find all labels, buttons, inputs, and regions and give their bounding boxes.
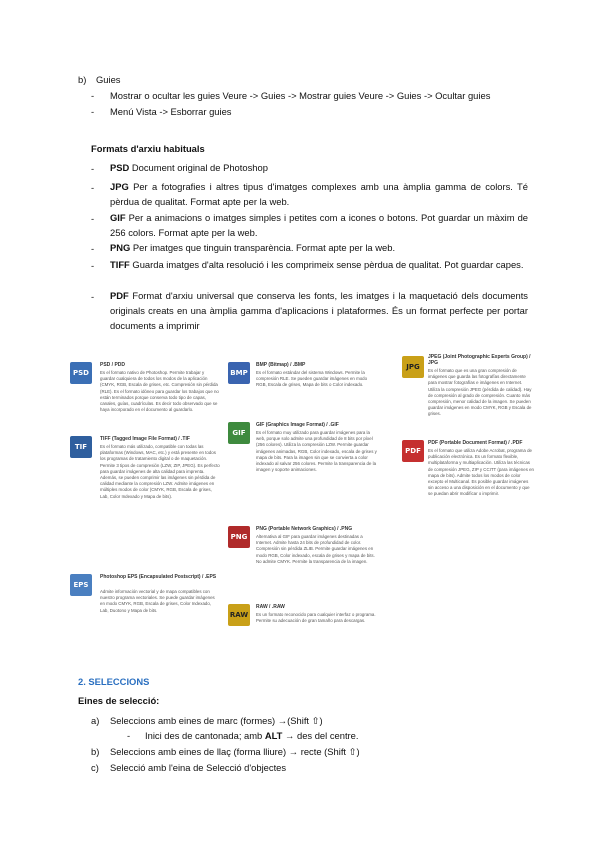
format-text: Format d'arxiu universal que conserva les fonts, les imatges i la maquetació dels documents originals creats en una àmplia gamma d'aplicacions i plataformes. És un format perfecte per portar documents a imprimir — [110, 290, 528, 331]
selection-item-b: Seleccions amb eines de llaç (forma lliure) → recte (Shift ⇧) — [110, 746, 360, 757]
format-description: Es el formato más utilizado, compatible con todas las plataformas (Windows, MAC, etc.) y está presente en todos los programas de tratamiento digital o de maquetación. Permite 3 tipos de compresión (LZW, ZIP, JPEG). Es perfecto para guardar imágenes de alta calidad para imprenta. Además, se pueden comprimir las imágenes sin pérdida de calidad mediante la compresión LZW. Admite imágenes en múltiples modos de color (CMYK, RGB, Escala de grises, Lab, Color Indexado y Mapa de bits). — [100, 444, 220, 499]
format-description: Es el formato estándar del sistema Windows. Permite la compresión RLE. Se pueden guardar imágenes en modo RGB, Escala de grises, Mapa de bits o Color indexado. — [256, 370, 368, 388]
format-text: Per a animacions o imatges simples i petites com a icones o botons. Pot guardar un màxim de 256 colors. Format apte per la web. — [110, 212, 528, 238]
bullet-dash: - — [91, 90, 95, 101]
list-marker: c) — [91, 762, 99, 773]
format-text: Per a fotografies i altres tipus d'imatges complexes amb una àmplia gamma de colors. Té pèrdua de qualitat. Format apte per la web. — [110, 181, 528, 207]
bullet-dash: - — [91, 291, 95, 302]
alt-key: ALT — [264, 730, 283, 741]
format-key: TIFF — [110, 259, 130, 270]
section-heading: 2. SELECCIONS — [78, 676, 150, 687]
format-title: RAW / .RAW — [256, 604, 285, 610]
format-text: Guarda imatges d'alta resolució i les comprimeix sense pèrdua de qualitat. Pot guardar capes. — [129, 259, 524, 270]
format-title: TIFF (Tagged Image File Format) / .TIF — [100, 436, 190, 442]
guides-item: Menú Vista -> Esborrar guies — [110, 106, 232, 117]
format-text: Document original de Photoshop — [129, 162, 268, 173]
tif-file-icon: TIF — [70, 436, 92, 458]
formats-heading: Formats d'arxiu habituals — [91, 143, 205, 154]
format-description: Es un formato reconocido para cualquier interfaz o programa. Permite su adecuación de gran tamaño para descargas. — [256, 612, 376, 624]
bullet-dash: - — [91, 182, 95, 193]
selection-item-a: Seleccions amb eines de marc (formes) →(Shift ⇧) — [110, 715, 323, 726]
selection-item-a-sub — [145, 730, 359, 742]
format-description: Es el formato nativo de Photoshop. Permite trabajar y guardar cualquiera de todos los modos de la aplicación (CMYK, RGB, Escala de grises, etc. Compresión sin pérdida (RLE). Es el formato idóneo para guardar los trabajos que no están terminados porque conserva todo tipo de capas, canales, guías, cuadrículas. Es decir todo observado que se haya incorporado en el documento al guardarlo. — [100, 370, 219, 413]
gif-file-icon: GIF — [228, 422, 250, 444]
eps-file-icon: EPS — [70, 574, 92, 596]
list-marker: b) — [91, 746, 100, 757]
pdf-file-icon: PDF — [402, 440, 424, 462]
guides-title: Guies — [96, 74, 121, 85]
format-description: Es el formato que es una gran compresión de imágenes que guarda las fotografías directamente para mostrar fotografías e imágenes en Internet. Utiliza la compresión JPEG (pérdida de calidad). Hay de compresión al grado de compresión. Cuanto más compresión, menor calidad de la imagen. Se pueden guardar imágenes en modo CMYK, RGB y Escala de grises. — [428, 368, 532, 417]
psd-file-icon: PSD — [70, 362, 92, 384]
format-title: JPEG (Joint Photographic Experts Group) / JPG — [428, 354, 531, 366]
guides-item: Mostrar o ocultar les guies Veure -> Guies -> Mostrar guies Veure -> Guies -> Ocultar guies — [110, 90, 491, 101]
format-description: Alternativa al GIF para guardar imágenes destinadas a Internet. Admite hasta 24 bits de profundidad de color. Compresión sin pérdida ZLIB. Permite guardar imágenes en modo RGB, Color indexado, escala de grises y mapa de bits. No admite CMYK. Permite la transparencia de la imagen. — [256, 534, 375, 564]
bullet-dash: - — [91, 213, 95, 224]
format-description: Es el formato que utiliza Adobe Acrobat, programa de publicación electrónica. Es un formato flexible, multiplataforma y multiaplicación. Utiliza las técnicas de compresión JPEG, ZIP y CCITT (para imágenes en mapa de bits). Admite todos los modos de color excepto el Multicanal. Es posible guardar imágenes sin acceso a una disposición en el documento y que se puedan abrir modificar o imprimir. — [428, 448, 534, 497]
format-title: Photoshop EPS (Encapsulated Postscript) / .EPS — [100, 574, 217, 580]
selection-item-c: Selecció amb l'eina de Selecció d'objectes — [110, 762, 287, 773]
section-subheading: Eines de selecció: — [78, 695, 160, 706]
format-key: JPG — [110, 181, 129, 192]
bullet-dash: - — [91, 163, 95, 174]
format-key: PNG — [110, 242, 131, 253]
format-item-gif — [110, 210, 528, 240]
file-formats-reference-image — [70, 352, 535, 647]
format-title: PNG (Portable Network Graphics) / .PNG — [256, 526, 353, 532]
raw-file-icon: RAW — [228, 604, 250, 626]
list-marker: a) — [91, 715, 100, 726]
format-title: PDF (Portable Document Format) / .PDF — [428, 440, 523, 446]
format-item-tiff — [110, 257, 528, 272]
format-key: GIF — [110, 212, 126, 223]
bmp-file-icon: BMP — [228, 362, 250, 384]
format-description: Es el formato muy utilizado para guardar imágenes para la web, porque solo admite una profundidad de 8 bits por píxel (256 colores). Utiliza la compresión LZW. Permite guardar imágenes animadas, RGB, Color indexado, escala de grises y mapa de bits. Para la imagen sin que se convierta a color indexado al salvar 256 colores. Permite la transparencia de la imagen y soporte animaciones. — [256, 430, 377, 473]
format-title: BMP (Bitmap) / .BMP — [256, 362, 306, 368]
format-text: Per imatges que tinguin transparència. Format apte per la web. — [130, 242, 396, 253]
format-item-png — [110, 240, 528, 255]
bullet-dash: - — [127, 730, 131, 741]
png-file-icon: PNG — [228, 526, 250, 548]
format-description: Admite información vectorial y de mapa compatibles con nuestro programa vectoriales. Se puede guardar imágenes en modo CMYK, RGB, Escala de grises, Color Indexado, Lab, Duotono y Mapa de bits. — [100, 589, 215, 613]
sub-suffix: → des del centre. — [282, 730, 359, 741]
bullet-dash: - — [91, 243, 95, 254]
sub-prefix: Inici des de cantonada; amb — [145, 730, 265, 741]
jpg-file-icon: JPG — [402, 356, 424, 378]
format-item-pdf — [110, 288, 528, 333]
bullet-dash: - — [91, 106, 95, 117]
format-item-psd — [110, 160, 530, 175]
format-key: PDF — [110, 290, 129, 301]
format-title: PSD / PDD — [100, 362, 126, 368]
format-item-jpg — [110, 179, 528, 209]
guides-marker: b) — [78, 74, 87, 85]
format-title: GIF (Graphics Image Format) / .GIF — [256, 422, 339, 428]
bullet-dash: - — [91, 260, 95, 271]
format-key: PSD — [110, 162, 130, 173]
